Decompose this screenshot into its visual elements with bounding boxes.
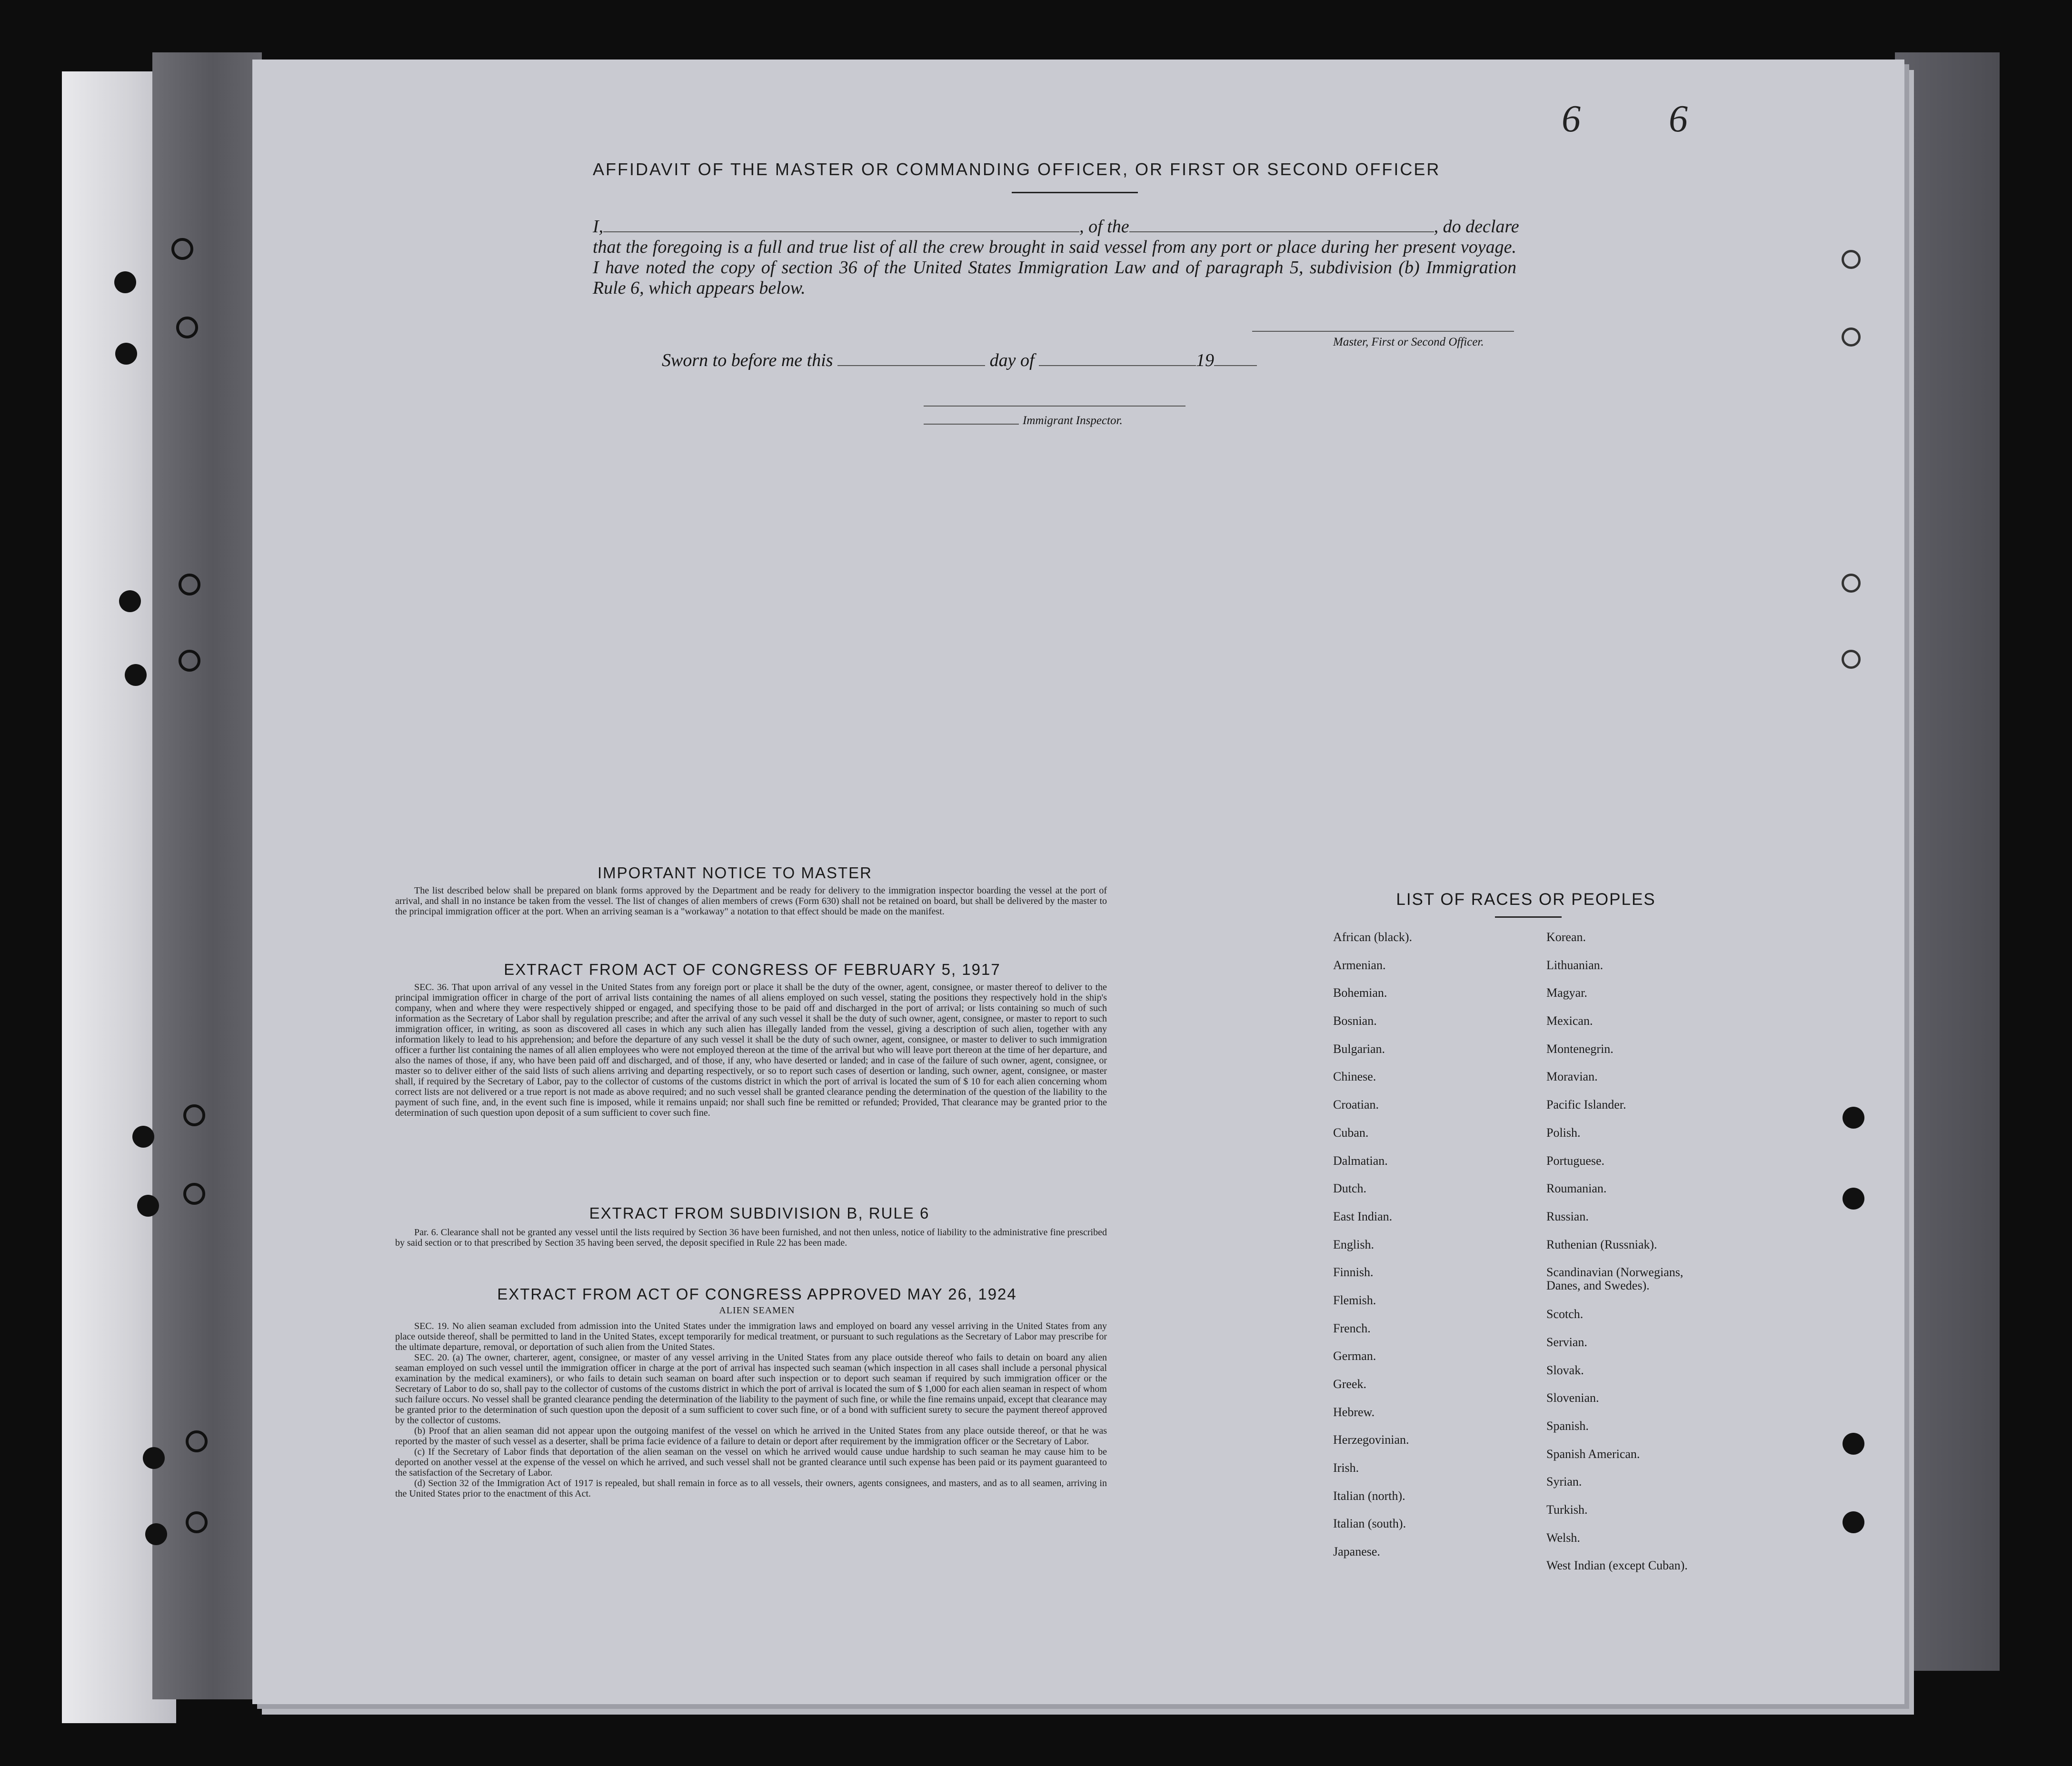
race-list-item: West Indian (except Cuban). <box>1546 1558 1688 1573</box>
race-list-item: Ruthenian (Russniak). <box>1546 1237 1657 1251</box>
race-list-item: Korean. <box>1546 930 1586 944</box>
name-blank-field[interactable] <box>603 217 1079 232</box>
race-list-item: East Indian. <box>1333 1209 1393 1223</box>
sworn-year-label: 19 <box>1196 350 1215 370</box>
race-list-item: Bohemian. <box>1333 986 1387 1000</box>
race-list-item: Irish. <box>1333 1461 1359 1475</box>
sworn-prefix: Sworn to before me this <box>662 350 833 370</box>
inspector-signature-field[interactable] <box>924 406 1185 407</box>
race-list-item: Pacific Islander. <box>1546 1098 1626 1112</box>
binder-hole-icon <box>115 343 137 365</box>
binder-hole-icon <box>183 1104 205 1126</box>
binder-hole-icon <box>1843 1188 1864 1210</box>
extract-1924-heading: EXTRACT FROM ACT OF CONGRESS APPROVED MAY 26, 1924 <box>497 1285 1017 1303</box>
extract-1924-paragraph: (d) Section 32 of the Immigration Act of 1917 is repealed, but shall remain in force as to all vessels, their owners, agents consignees, and masters, and as to all seamen, arriving in the United States prior to the enactment of this Act. <box>395 1478 1107 1499</box>
race-list-item: Slovak. <box>1546 1363 1584 1377</box>
affidavit-title: AFFIDAVIT OF THE MASTER OR COMMANDING OFFICER, OR FIRST OR SECOND OFFICER <box>593 159 1441 179</box>
race-list-item: Turkish. <box>1546 1503 1588 1517</box>
affidavit-body-text: that the foregoing is a full and true list of all the crew brought in said vessel from any port or place during her present voyage. I have noted the copy of section 36 of the United States Immigration Law and of paragraph 5, subdivision (b) Immigration Rule 6, which appears below. <box>593 237 1516 298</box>
races-heading: LIST OF RACES OR PEOPLES <box>1396 890 1656 909</box>
notice-body: The list described below shall be prepared on blank forms approved by the Department and be ready for delivery to the immigration inspector boarding the vessel at the port of arrival, and shall in no instance be taken from the vessel. The list of changes of alien members of crews (Form 630) shall not be retained on board, but shall be delivered by the master to the principal immigration officer at the port. When an arriving seaman is a "workaway" a notation to that effect should be made on the manifest. <box>395 885 1107 917</box>
race-list-item: Japanese. <box>1333 1545 1380 1559</box>
binder-hole-icon <box>1842 574 1861 593</box>
binder-hole-icon <box>132 1126 154 1148</box>
race-list-item: Russian. <box>1546 1209 1589 1223</box>
race-list-item: Polish. <box>1546 1125 1581 1140</box>
race-list-item: Spanish. <box>1546 1419 1589 1433</box>
binder-hole-icon <box>143 1447 165 1469</box>
extract-1924-body <box>395 1321 1107 1499</box>
race-list-item: Slovenian. <box>1546 1391 1599 1405</box>
inspector-label: Immigrant Inspector. <box>1023 414 1123 427</box>
affidavit-line-end: , do declare <box>1434 217 1519 237</box>
race-list-item: Cuban. <box>1333 1125 1369 1140</box>
race-list-item: Dutch. <box>1333 1181 1367 1196</box>
inspector-signature-field-2[interactable] <box>924 424 1019 425</box>
binder-hole-icon <box>1843 1433 1864 1455</box>
extract-1924-paragraph: SEC. 19. No alien seaman excluded from admission into the United States under the immigration laws and employed on board any vessel arriving in the United States from any place outside thereof, shall be permitted to land in the United States, except temporarily for medical treatment, or pursuant to such regulations as the Secretary of Labor may prescribe for the ultimate departure, removal, or deportation of such alien from the United States. <box>395 1321 1107 1352</box>
binder-hole-icon <box>137 1195 159 1217</box>
binder-hole-icon <box>125 664 147 686</box>
extract-1917-body: SEC. 36. That upon arrival of any vessel in the United States from any foreign port or place it shall be the duty of the owner, agent, consignee, or master thereof to deliver to the principal immigration officer in charge of the port of arrival lists containing the names of all aliens employed on such vessel, stating the positions they respectively hold in the ship's company, when and where they were respectively shipped or engaged, and specifying those to be paid off and discharged in the port of arrival; or lists containing so much of such information as the Secretary of Labor shall by regulation prescribe; and after the arrival of any such vessel it shall be the duty of such owner, agent, consignee, or master to report to such immigration officer, in writing, as soon as discovered all cases in which any such alien has illegally landed from the vessel, giving a description of such alien, together with any information likely to lead to his apprehension; and before the departure of any such vessel it shall be the duty of such owner, agent, consignee, or master to deliver to such immigration officer a further list containing the names of all alien employees who were not employed thereon at the time of the arrival but who will leave port thereon at the time of her departure, and also the names of those, if any, who have been paid off and discharged, and of those, if any, who have deserted or landed; and in case of the failure of such owner, agent, consignee, or master so to deliver either of the said lists of such aliens arriving and departing respectively, or so to report such cases of desertion or landing, such owner, agent, consignee, or master shall, if required by the Secretary of Labor, pay to the collector of customs of the customs district in which the port of arrival is located the sum of $ 10 for each alien concerning whom correct lists are not delivered or a true report is not made as above required; and no such vessel shall be granted clearance pending the determination of the question of the liability to the payment of such fine, and, in the event such fine is imposed, while it remains unpaid; nor shall such fine be remitted or refunded; Provided, That clearance may be granted prior to the determination of such question upon deposit of a sum sufficient to cover such fine. <box>395 982 1107 1118</box>
race-list-item: Magyar. <box>1546 986 1587 1000</box>
affidavit-line-mid: , of the <box>1079 217 1129 237</box>
race-list-item: Chinese. <box>1333 1070 1376 1084</box>
race-list-item: Bulgarian. <box>1333 1042 1385 1056</box>
binder-hole-icon <box>186 1430 208 1452</box>
race-list-item: Flemish. <box>1333 1293 1376 1307</box>
binder-hole-icon <box>171 238 193 260</box>
race-list-item: German. <box>1333 1349 1376 1363</box>
race-list-item: Lithuanian. <box>1546 958 1604 972</box>
race-list-item: Mexican. <box>1546 1014 1593 1028</box>
sworn-statement <box>662 350 1257 371</box>
binder-hole-icon <box>1842 250 1861 269</box>
sworn-day-label: day of <box>989 350 1035 370</box>
master-signature-field[interactable] <box>1252 331 1514 332</box>
race-list-item: Greek. <box>1333 1377 1367 1391</box>
race-list-item: Italian (north). <box>1333 1488 1405 1503</box>
race-list-item: Croatian. <box>1333 1098 1379 1112</box>
extract-1924-paragraph: SEC. 20. (a) The owner, charterer, agent, consignee, or master of any vessel arriving in the United States from any place outside thereof who fails to detain on board any alien seaman employed on such vessel until the immigration officer in charge at the port of arrival has inspected such seaman (which inspection in all cases shall include a personal physical examination by the medical examiners), or who fails to detain such seaman on board after such inspection or to deport such seaman if required by such immigration officer or the Secretary of Labor to do so, shall pay to the collector of customs of the customs district in which the port of arrival is located the sum of $ 1,000 for each alien seaman in respect of whom such failure occurs. No vessel shall be granted clearance pending the determination of the liability to the payment of such fine, or while the fine remains unpaid, except that clearance may be granted prior to the determination of such question upon the deposit of a sum sufficient to cover such fine, or of a bond with sufficient surety to secure the payment thereof approved by the collector of customs. <box>395 1352 1107 1426</box>
race-list-item: Bosnian. <box>1333 1014 1377 1028</box>
race-list-item: Scandinavian (Norwegians, Danes, and Swedes). <box>1546 1265 1684 1293</box>
race-list-item: Scotch. <box>1546 1307 1584 1321</box>
extract-1917-heading: EXTRACT FROM ACT OF CONGRESS OF FEBRUARY 5, 1917 <box>504 961 1001 978</box>
race-list-item: French. <box>1333 1321 1371 1335</box>
race-list-item: Roumanian. <box>1546 1181 1607 1196</box>
binder-hole-icon <box>119 590 141 612</box>
extract-rule6-body: Par. 6. Clearance shall not be granted any vessel until the lists required by Section 36 have been furnished, and not then unless, notice of liability to the administrative fine prescribed by said section or to that prescribed by Section 35 having been served, the deposit specified in Rule 22 has been made. <box>395 1227 1107 1248</box>
race-list-item: Dalmatian. <box>1333 1153 1388 1168</box>
race-list-item: Welsh. <box>1546 1530 1580 1545</box>
race-list-item: Finnish. <box>1333 1265 1374 1280</box>
divider <box>1012 192 1138 193</box>
pencil-mark: 6 <box>1562 98 1581 140</box>
race-list-item: Syrian. <box>1546 1475 1582 1489</box>
alien-seamen-subheading: ALIEN SEAMEN <box>719 1305 795 1316</box>
extract-rule6-heading: EXTRACT FROM SUBDIVISION B, RULE 6 <box>589 1204 930 1222</box>
binder-hole-icon <box>1843 1511 1864 1533</box>
race-list-item: Hebrew. <box>1333 1405 1375 1419</box>
binder-hole-icon <box>145 1523 167 1545</box>
notice-heading: IMPORTANT NOTICE TO MASTER <box>598 864 873 882</box>
binder-hole-icon <box>114 271 136 293</box>
race-list-item: Montenegrin. <box>1546 1042 1614 1056</box>
vessel-blank-field[interactable] <box>1129 217 1434 232</box>
binder-hole-icon <box>179 574 200 595</box>
left-binding-flap <box>152 52 262 1699</box>
pencil-mark: 6 <box>1669 98 1688 140</box>
master-signature-label: Master, First or Second Officer. <box>1333 336 1484 348</box>
binder-hole-icon <box>1842 327 1861 347</box>
extract-1924-paragraph: (b) Proof that an alien seaman did not appear upon the outgoing manifest of the vessel on which he arrived in the United States from any place outside thereof, or that he was reported by the master of such vessel as a deserter, shall be prima facie evidence of a failure to detain or deport after requirement by the immigration officer or the Secretary of Labor. <box>395 1426 1107 1447</box>
race-list-item: Spanish American. <box>1546 1447 1640 1461</box>
race-list-item: Moravian. <box>1546 1070 1598 1084</box>
binder-hole-icon <box>186 1511 208 1533</box>
race-list-item: Portuguese. <box>1546 1153 1605 1168</box>
sworn-month-field[interactable] <box>1039 351 1196 366</box>
race-list-item: Servian. <box>1546 1335 1587 1349</box>
race-list-item: Italian (south). <box>1333 1517 1406 1531</box>
extract-1924-paragraph: (c) If the Secretary of Labor finds that deportation of the alien seaman on the vessel on which he arrived would cause undue hardship to such seaman he may cause him to be deported on another vessel at the expense of the vessel on which he arrived, and such vessel shall not be granted clearance until such expense has been paid or its payment guaranteed to the satisfaction of the Secretary of Labor. <box>395 1447 1107 1478</box>
race-list-item: African (black). <box>1333 930 1413 944</box>
race-list-item: English. <box>1333 1237 1374 1251</box>
sworn-date-field[interactable] <box>837 351 985 366</box>
divider <box>1495 916 1562 918</box>
binder-hole-icon <box>179 650 200 672</box>
affidavit-line-start: I, <box>593 217 604 237</box>
binder-hole-icon <box>1843 1107 1864 1129</box>
binder-hole-icon <box>1842 650 1861 669</box>
right-binding-flap <box>1895 52 2000 1671</box>
binder-hole-icon <box>183 1183 205 1205</box>
race-list-item: Herzegovinian. <box>1333 1433 1409 1447</box>
binder-hole-icon <box>176 317 198 338</box>
sworn-year-field[interactable] <box>1214 351 1257 366</box>
affidavit-declaration <box>593 217 1519 298</box>
races-left-column <box>1333 931 1533 1573</box>
races-right-column <box>1546 931 1746 1587</box>
race-list-item: Armenian. <box>1333 958 1386 972</box>
